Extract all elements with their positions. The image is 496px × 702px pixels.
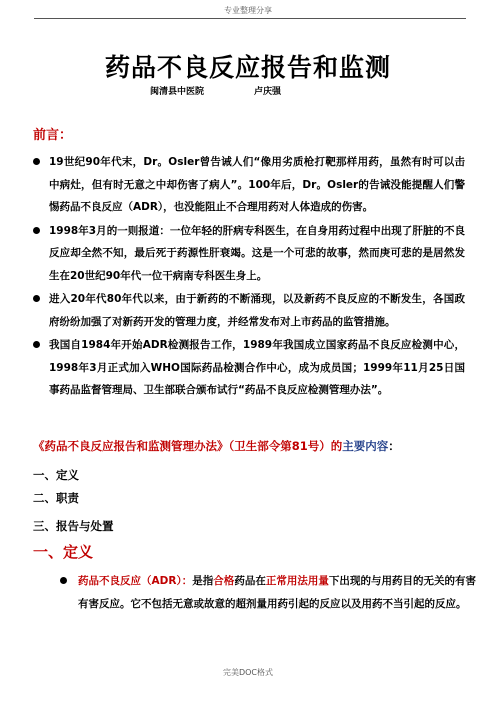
- bullet-text: 1998年3月的一则报道：一位年轻的肝病专科医生，在自身用药过程中出现了肝脏的不良反应却全然不知，最后死于药源性肝衰竭。这是一个可悲的故事，然而庚可悲的是居然发生在20世纪90年代一位干病南专科医生身上。: [49, 224, 465, 282]
- header-rule: [34, 18, 466, 19]
- bullet-text: 我国自1984年开始ADR检测报告工作，1989年我国成立国家药品不良反应检测中心，1998年3月正式加入WHO国际药品检测合作中心，成为成员国；1999年11月25日国事药品监督管理局、卫生部联合颁布试行“药品不良反应检测管理办法”。: [49, 339, 465, 396]
- regulation-heading: [33, 438, 473, 454]
- author-line: [150, 84, 331, 97]
- bullet-dot-icon: [60, 577, 67, 584]
- regulation-main-content: 主要内容: [342, 439, 389, 453]
- page-footer: 完美DOC格式: [222, 668, 274, 677]
- preface-bullets: [33, 151, 465, 403]
- list-item: [33, 334, 465, 402]
- bullet-dot-icon: [33, 227, 40, 234]
- bullet-dot-icon: [33, 158, 40, 165]
- author-name: 卢庆强: [254, 87, 282, 97]
- preface-label: 前言：: [33, 128, 73, 143]
- definition-term: 药品不良反应（ADR）：: [78, 575, 193, 587]
- section-heading-definition: 一、定义: [33, 543, 94, 561]
- list-item: [33, 288, 465, 333]
- regulation-title: 《药品不良反应报告和监测管理办法》（卫生部令第81号）的: [33, 439, 343, 453]
- definition-text-3: 下出现的与用药目的无关的有害有害反应。它不包括无意或故意的超剂量用药引起的反应以及用药不当引起的反应。: [78, 575, 477, 610]
- bullet-dot-icon: [33, 295, 40, 302]
- author-hospital: 闽清县中医院: [150, 87, 205, 97]
- definition-item: [58, 570, 476, 615]
- bullet-text: 进入20年代80年代以来，由于新药的不断涌现，以及新药不良反应的不断发生，各国政府纷纷加强了对新药开发的管理力度，并经常发布对上市药品的监管措施。: [49, 293, 465, 328]
- bullet-dot-icon: [33, 341, 40, 348]
- outline-item-duties: 二、职责: [33, 491, 79, 505]
- list-item: [33, 220, 465, 288]
- outline-item-definition: 一、定义: [33, 468, 79, 482]
- outline-item-report-visible: 三、报告与处置: [33, 519, 114, 533]
- definition-text-1: 是指: [192, 575, 214, 587]
- page-header: 专业整理分享: [224, 6, 272, 15]
- document-title: 药品不良反应报告和监测: [104, 53, 391, 82]
- definition-normal-dose: 正常用法用量: [265, 575, 329, 587]
- definition-qualified: 合格: [213, 575, 235, 587]
- definition-text-2: 药品在: [234, 575, 266, 587]
- bullet-text: 19世纪90年代末，Dr。Osler曾告诫人们“像用劣质枪打靶那样用药，虽然有时可以击中病灶，但有时无意之中却伤害了病人”。100年后，Dr。Osler的告诫没能提醒人们警惕药品不良反应（ADR），也没能阻止不合理用药对人体造成的伤害。: [49, 156, 465, 213]
- definition-list: [58, 570, 476, 615]
- list-item: [33, 151, 465, 219]
- regulation-colon: ：: [388, 439, 400, 453]
